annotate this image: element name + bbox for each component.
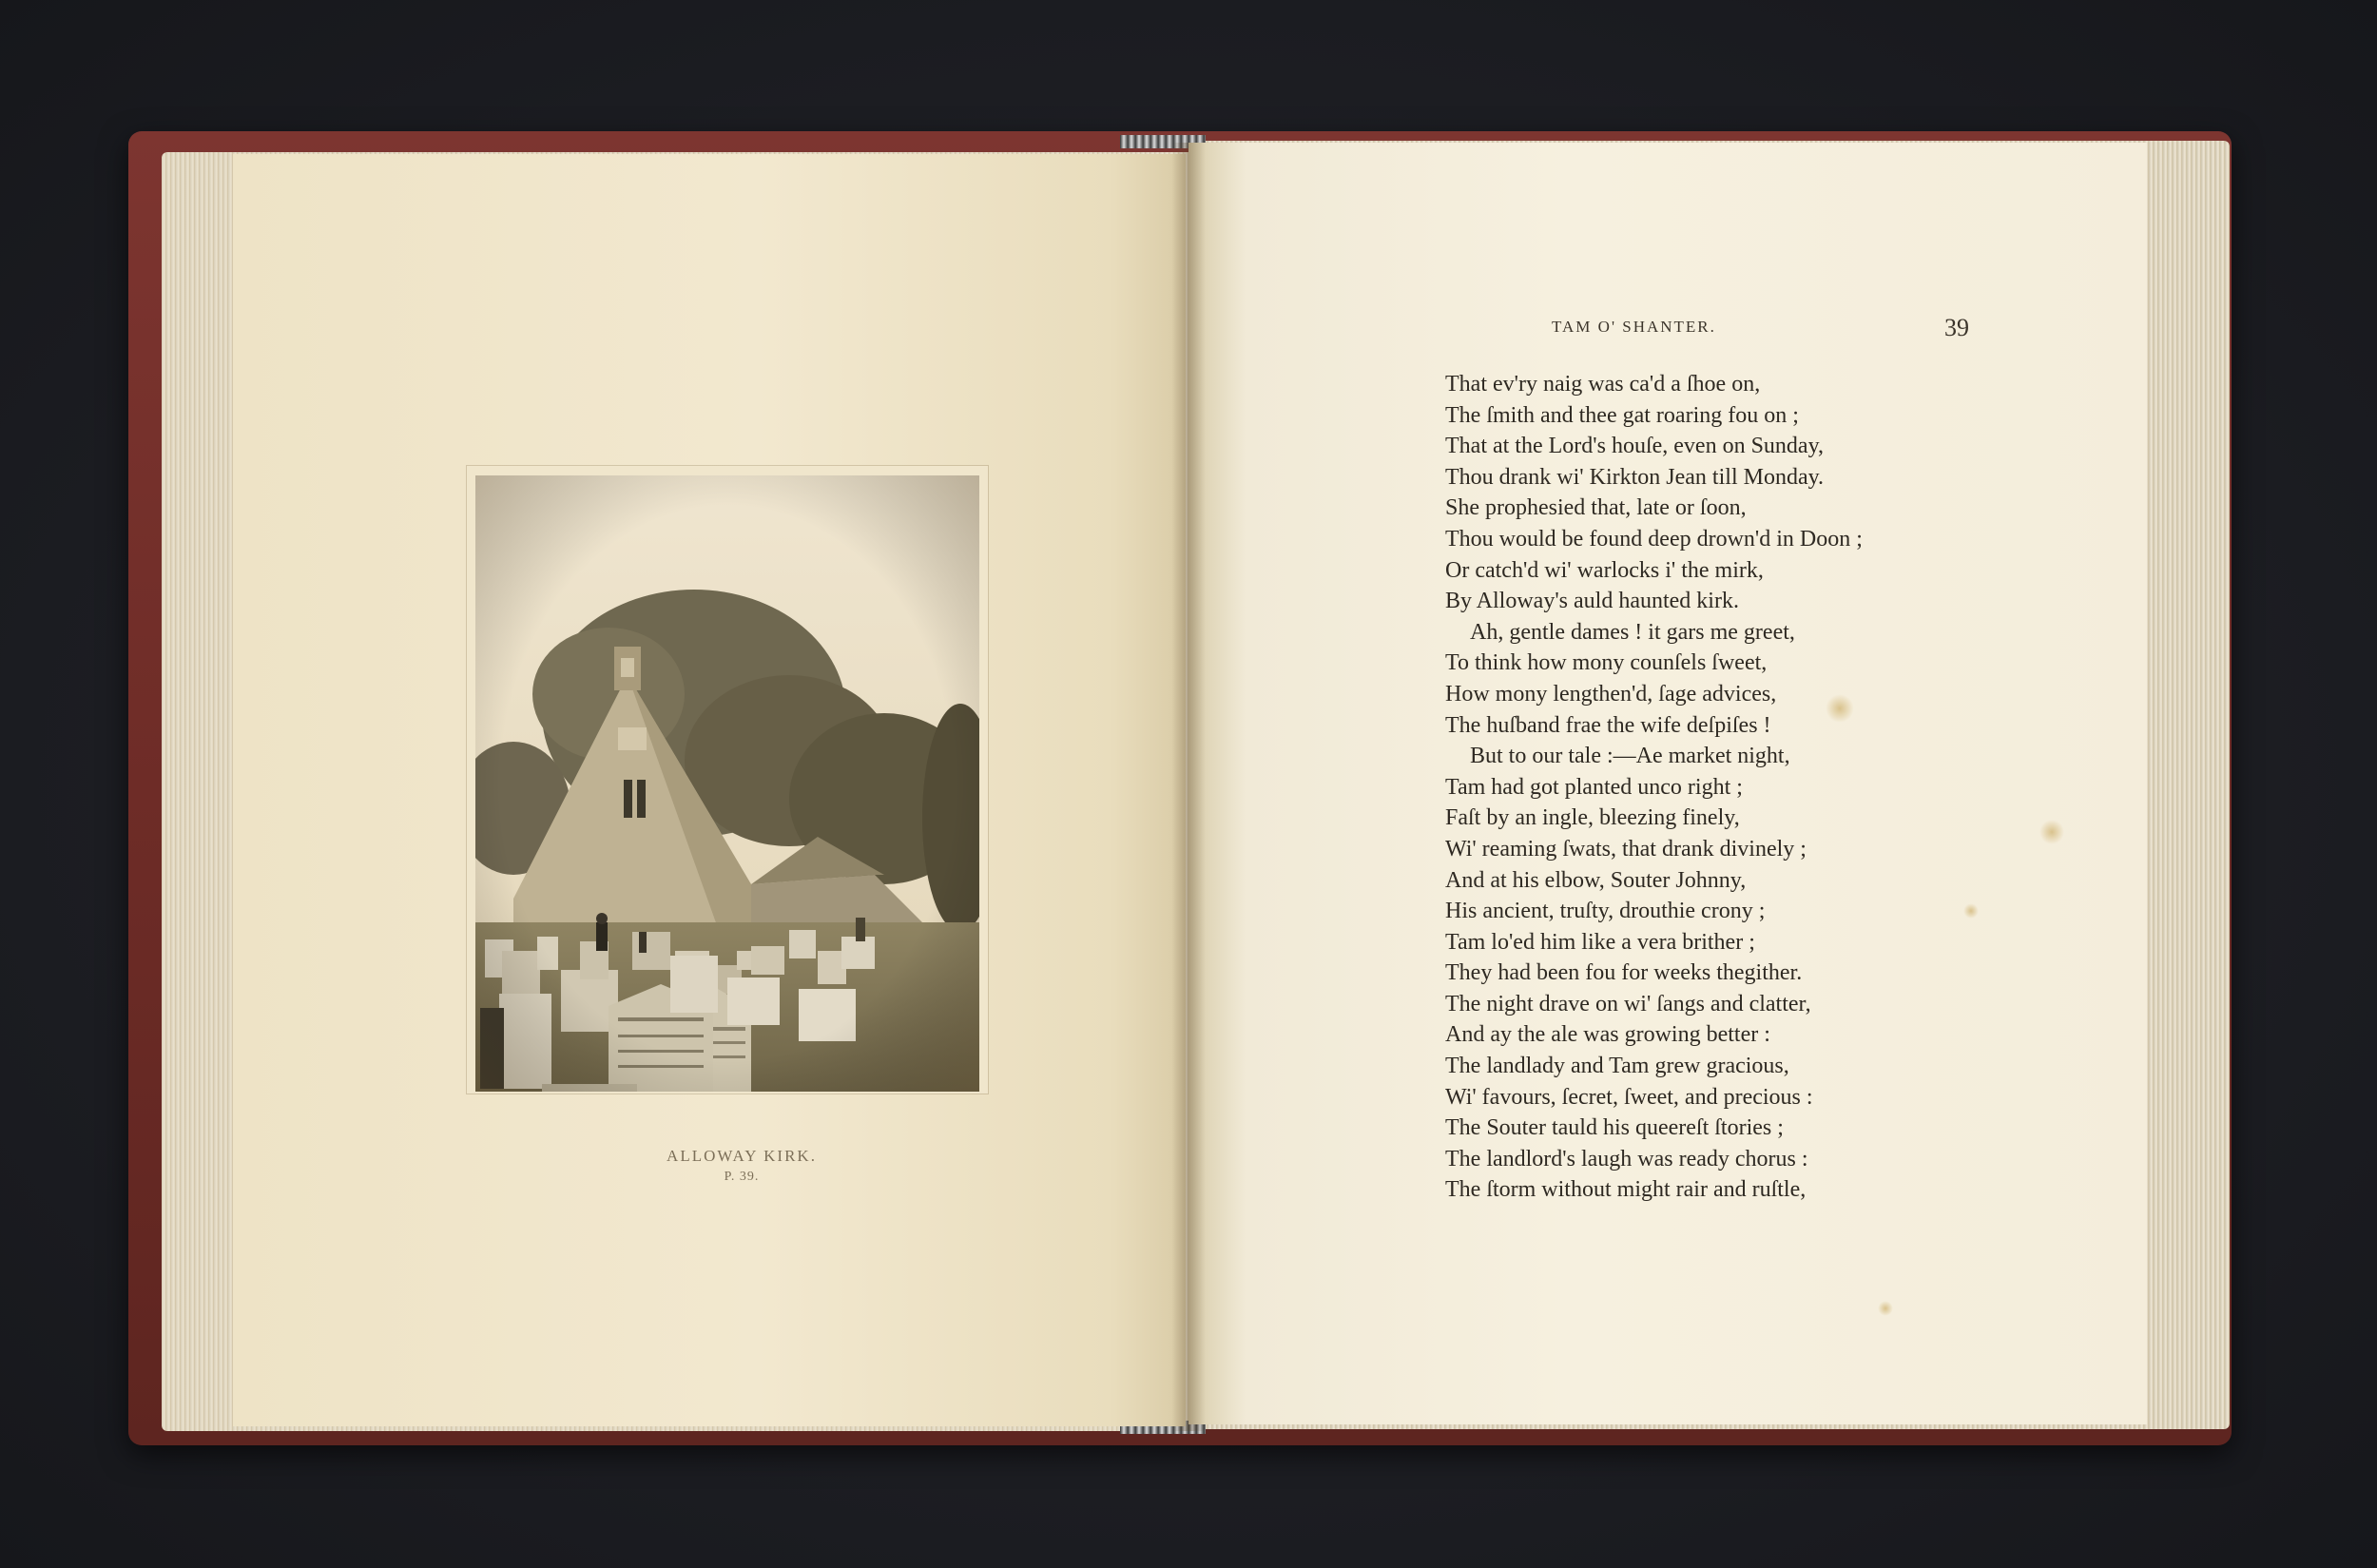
photo-caption-title: ALLOWAY KIRK. [667,1147,817,1165]
poem-line: Wi' favours, ſecret, ſweet, and precious : [1445,1084,1813,1110]
poem-line: The ſmith and thee gat roaring fou on ; [1445,402,1799,428]
poem-line: Tam had got planted unco right ; [1445,774,1743,800]
poem-line: By Alloway's auld haunted kirk. [1445,589,1739,614]
poem-line: That at the Lord's houſe, even on Sunday, [1445,434,1825,459]
poem-line: His ancient, truſty, drouthie crony ; [1445,899,1766,924]
foxing-spot [2039,820,2064,844]
poem-line: That ev'ry naig was ca'd a ſhoe on, [1445,372,1761,397]
poem-line: Wi' reaming ſwats, that drank divinely ; [1445,836,1807,861]
alloway-kirk-photograph [475,475,979,1092]
poem-line: Or catch'd wi' warlocks i' the mirk, [1445,557,1764,583]
poem-line: The ſtorm without might rair and ruſtle, [1445,1177,1807,1203]
poem-line: Faſt by an ingle, bleezing finely, [1445,805,1740,831]
poem-line: The Souter tauld his queereſt ſtories ; [1445,1115,1784,1141]
poem-line: How mony lengthen'd, ſage advices, [1445,681,1777,707]
poem-line: And ay the ale was growing better : [1445,1022,1770,1048]
running-head: TAM O' SHANTER. [1552,318,1716,336]
poem-line: Ah, gentle dames ! it gars me greet, [1470,619,1795,645]
poem-line: They had been fou for weeks thegither. [1445,960,1803,986]
photo-caption-page-ref: P. 39. [724,1170,760,1184]
poem-line: Thou would be found deep drown'd in Doon ; [1445,526,1863,552]
foxing-spot [1826,694,1854,723]
foxing-spot [1878,1301,1893,1316]
page-number: 39 [1944,314,1969,341]
poem-line: The landlady and Tam grew gracious, [1445,1054,1789,1079]
poem-line: Thou drank wi' Kirkton Jean till Monday. [1445,464,1825,490]
poem-line: And at his elbow, Souter Johnny, [1445,867,1747,893]
poem-line: She prophesied that, late or ſoon, [1445,495,1747,521]
poem-text [1445,369,1863,1206]
poem-line: To think how mony counſels ſweet, [1445,650,1768,676]
poem-line: Tam lo'ed him like a vera brither ; [1445,929,1755,955]
foxing-spot [1963,903,1979,919]
poem-line: The landlord's laugh was ready chorus : [1445,1146,1808,1171]
poem-line: The night drave on wi' ſangs and clatter, [1445,991,1811,1016]
poem-line: The huſband frae the wife deſpiſes ! [1445,712,1771,738]
book-gutter [1171,143,1206,1431]
poem-line: But to our tale :—Ae market night, [1470,744,1790,769]
